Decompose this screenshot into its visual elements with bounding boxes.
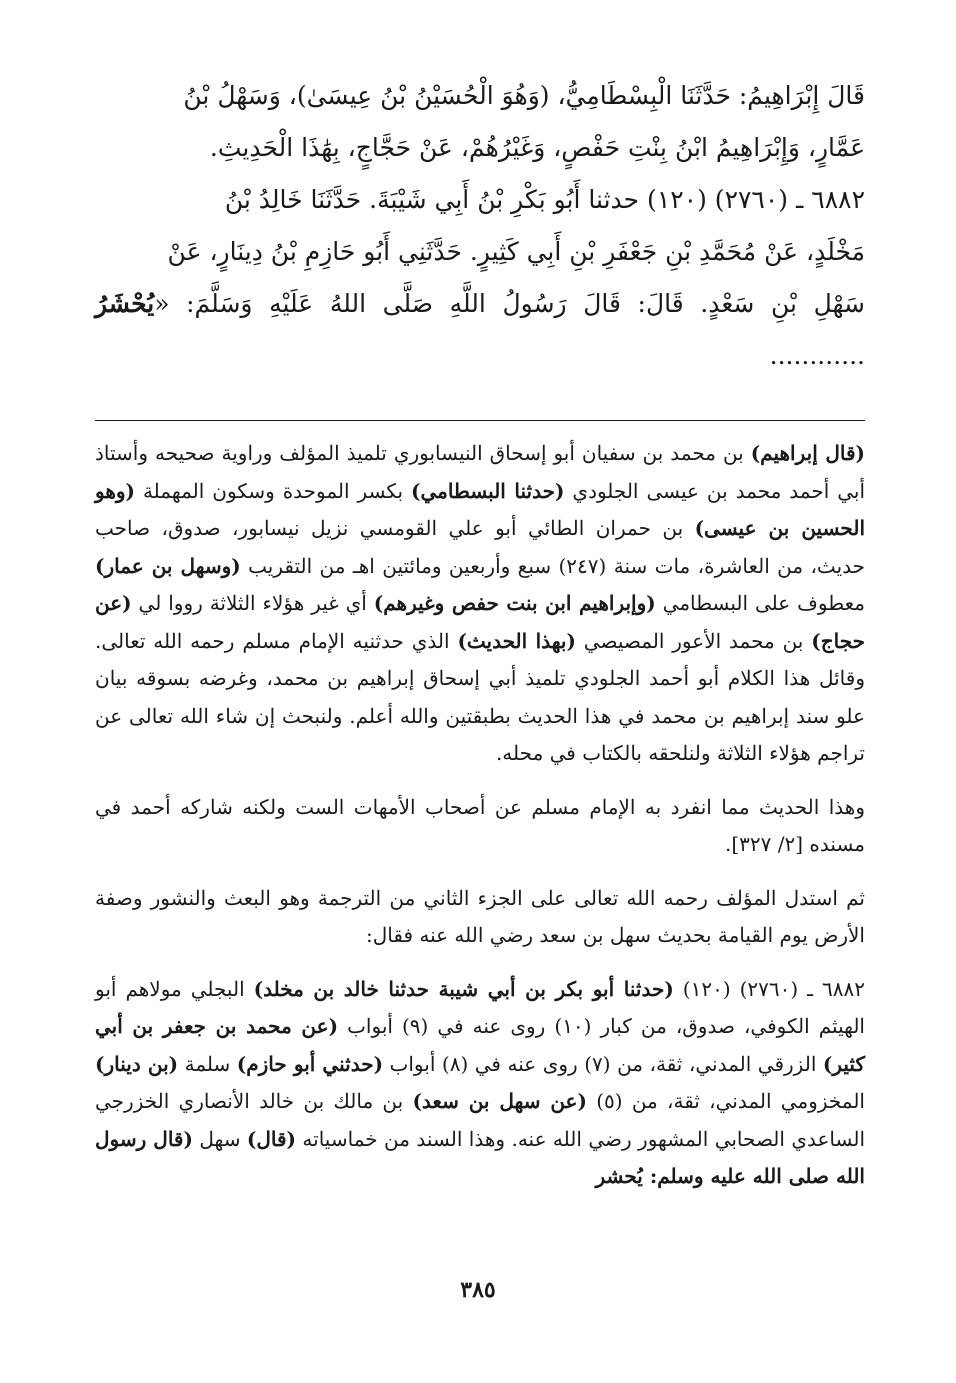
bold-term: (قال رسول الله صلى الله عليه وسلم: يُحشر: [95, 1126, 865, 1188]
bold-term: (بن دينار): [95, 1051, 179, 1076]
commentary-run: ٦٨٨٢ ـ (٢٧٦٠) (١٢٠): [673, 976, 865, 1001]
page-number: ٣٨٥: [460, 1277, 496, 1303]
hadith-line: مَخْلَدٍ، عَنْ مُحَمَّدِ بْنِ جَعْفَرِ بْنِ أَبِي كَثِيرٍ. حَدَّثَنِي أَبُو حَازِمِ بْنُ دِينَارٍ، عَنْ: [167, 237, 865, 266]
commentary-run: الزرقي المدني، ثقة، من (٧) روى عنه في (٨) أبواب: [383, 1051, 823, 1076]
hadith-line: ٦٨٨٢ ـ (٢٧٦٠) (١٢٠) حدثنا أَبُو بَكْرِ بْنُ أَبِي شَيْبَةَ. حَدَّثَنَا خَالِدُ بْنُ: [224, 185, 865, 214]
hadith-text-run: سَهْلِ بْنِ سَعْدٍ. قَالَ: قَالَ رَسُولُ اللَّهِ صَلَّى اللهُ عَلَيْهِ وَسَلَّمَ: «: [154, 289, 865, 318]
commentary-paragraph: [95, 435, 865, 773]
hadith-ellipsis: ............: [769, 341, 865, 370]
commentary-run: بكسر الموحدة وسكون المهملة: [135, 478, 411, 503]
commentary-run: بن حمران الطائي أبو علي القومسي نزيل نيسابور، صدوق، صاحب حديث، من العاشرة، مات سنة (٢٤٧) سبع وأربعين ومائتين اهـ من التقريب: [95, 516, 865, 578]
commentary: [95, 435, 865, 1196]
bold-term: (قال): [246, 1126, 297, 1151]
commentary-paragraph: وهذا الحديث مما انفرد به الإمام مسلم عن أصحاب الأمهات الست ولكنه شاركه أحمد في مسنده [٢/ ٣٢٧].: [95, 794, 865, 856]
commentary-paragraph: [95, 971, 865, 1196]
hadith-text: [95, 70, 865, 382]
hadith-line: [95, 278, 865, 382]
bold-term: (وهو الحسين بن عيسى): [95, 478, 865, 540]
commentary-paragraph: ثم استدل المؤلف رحمه الله تعالى على الجزء الثاني من الترجمة وهو البعث والنشور وصفة الأرض يوم القيامة بحديث سهل بن سعد رضي الله عنه فقال:: [95, 885, 866, 947]
bold-term: (وسهل بن عمار): [95, 553, 241, 578]
hadith-bold-word: يُحْشَرُ: [95, 289, 155, 318]
bold-term: (حدثني أبو حازم): [236, 1051, 384, 1076]
commentary-run: سهل: [192, 1126, 247, 1151]
commentary-run: بن مالك بن خالد الأنصاري الخزرجي الساعدي الصحابي المشهور رضي الله عنه. وهذا السند من خماسياته: [95, 1089, 866, 1151]
page-body: [95, 70, 865, 1196]
bold-term: (عن محمد بن جعفر بن أبي كثير): [95, 1014, 865, 1076]
bold-term: (عن سهل بن سعد): [412, 1089, 587, 1113]
bold-term: (وإبراهيم ابن بنت حفص وغيرهم): [373, 591, 656, 615]
commentary-run: بن محمد الأعور المصيصي: [575, 628, 812, 653]
commentary-run: البجلي مولاهم أبو الهيثم الكوفي، صدوق، من كبار (١٠) روى عنه في (٩) أبواب: [95, 976, 865, 1038]
commentary-run: المخزومي المدني، ثقة، من (٥): [586, 1089, 865, 1113]
commentary-run: معطوف على البسطامي: [655, 591, 865, 615]
bold-term: (قال إبراهيم): [750, 441, 865, 465]
bold-term: (بهذا الحديث): [457, 628, 576, 653]
commentary-run: أي غير هؤلاء الثلاثة رووا لي: [131, 591, 374, 615]
bold-term: (حدثنا أبو بكر بن أبي شيبة حدثنا خالد بن مخلد): [253, 976, 674, 1001]
bold-term: (حدثنا البسطامي): [410, 478, 565, 503]
bold-term: (عن حجاج): [95, 591, 865, 653]
commentary-run: الذي حدثنيه الإمام مسلم رحمه الله تعالى. وقائل هذا الكلام أبو أحمد الجلودي تلميذ أبي إسحاق إبراهيم بن محمد، وغرضه بسوقه بيان علو سند إبراهيم بن محمد في هذا الحديث بطبقتين والله أعلم. ولنبحث إن شاء الله تعالى عن تراجم هؤلاء الثلاثة ولنلحقه بالكتاب في محله.: [95, 628, 865, 765]
commentary-run: سلمة: [178, 1051, 237, 1076]
hadith-line: عَمَّارٍ، وَإِبْرَاهِيمُ ابْنُ بِنْتِ حَفْصٍ، وَغَيْرُهُمْ، عَنْ حَجَّاجٍ، بِهَٰذَا الْحَدِيثِ.: [209, 133, 865, 162]
hadith-line: قَالَ إِبْرَاهِيمُ: حَدَّثَنَا الْبِسْطَامِيُّ، (وَهُوَ الْحُسَيْنُ بْنُ عِيسَىٰ)، وَسَهْلُ بْنُ: [183, 81, 865, 110]
commentary-run: بن محمد بن سفيان أبو إسحاق النيسابوري تلميذ المؤلف وراوية صحيحه وأستاذ أبي أحمد محمد بن عيسى الجلودي: [95, 441, 866, 503]
separator-rule: [95, 420, 865, 421]
